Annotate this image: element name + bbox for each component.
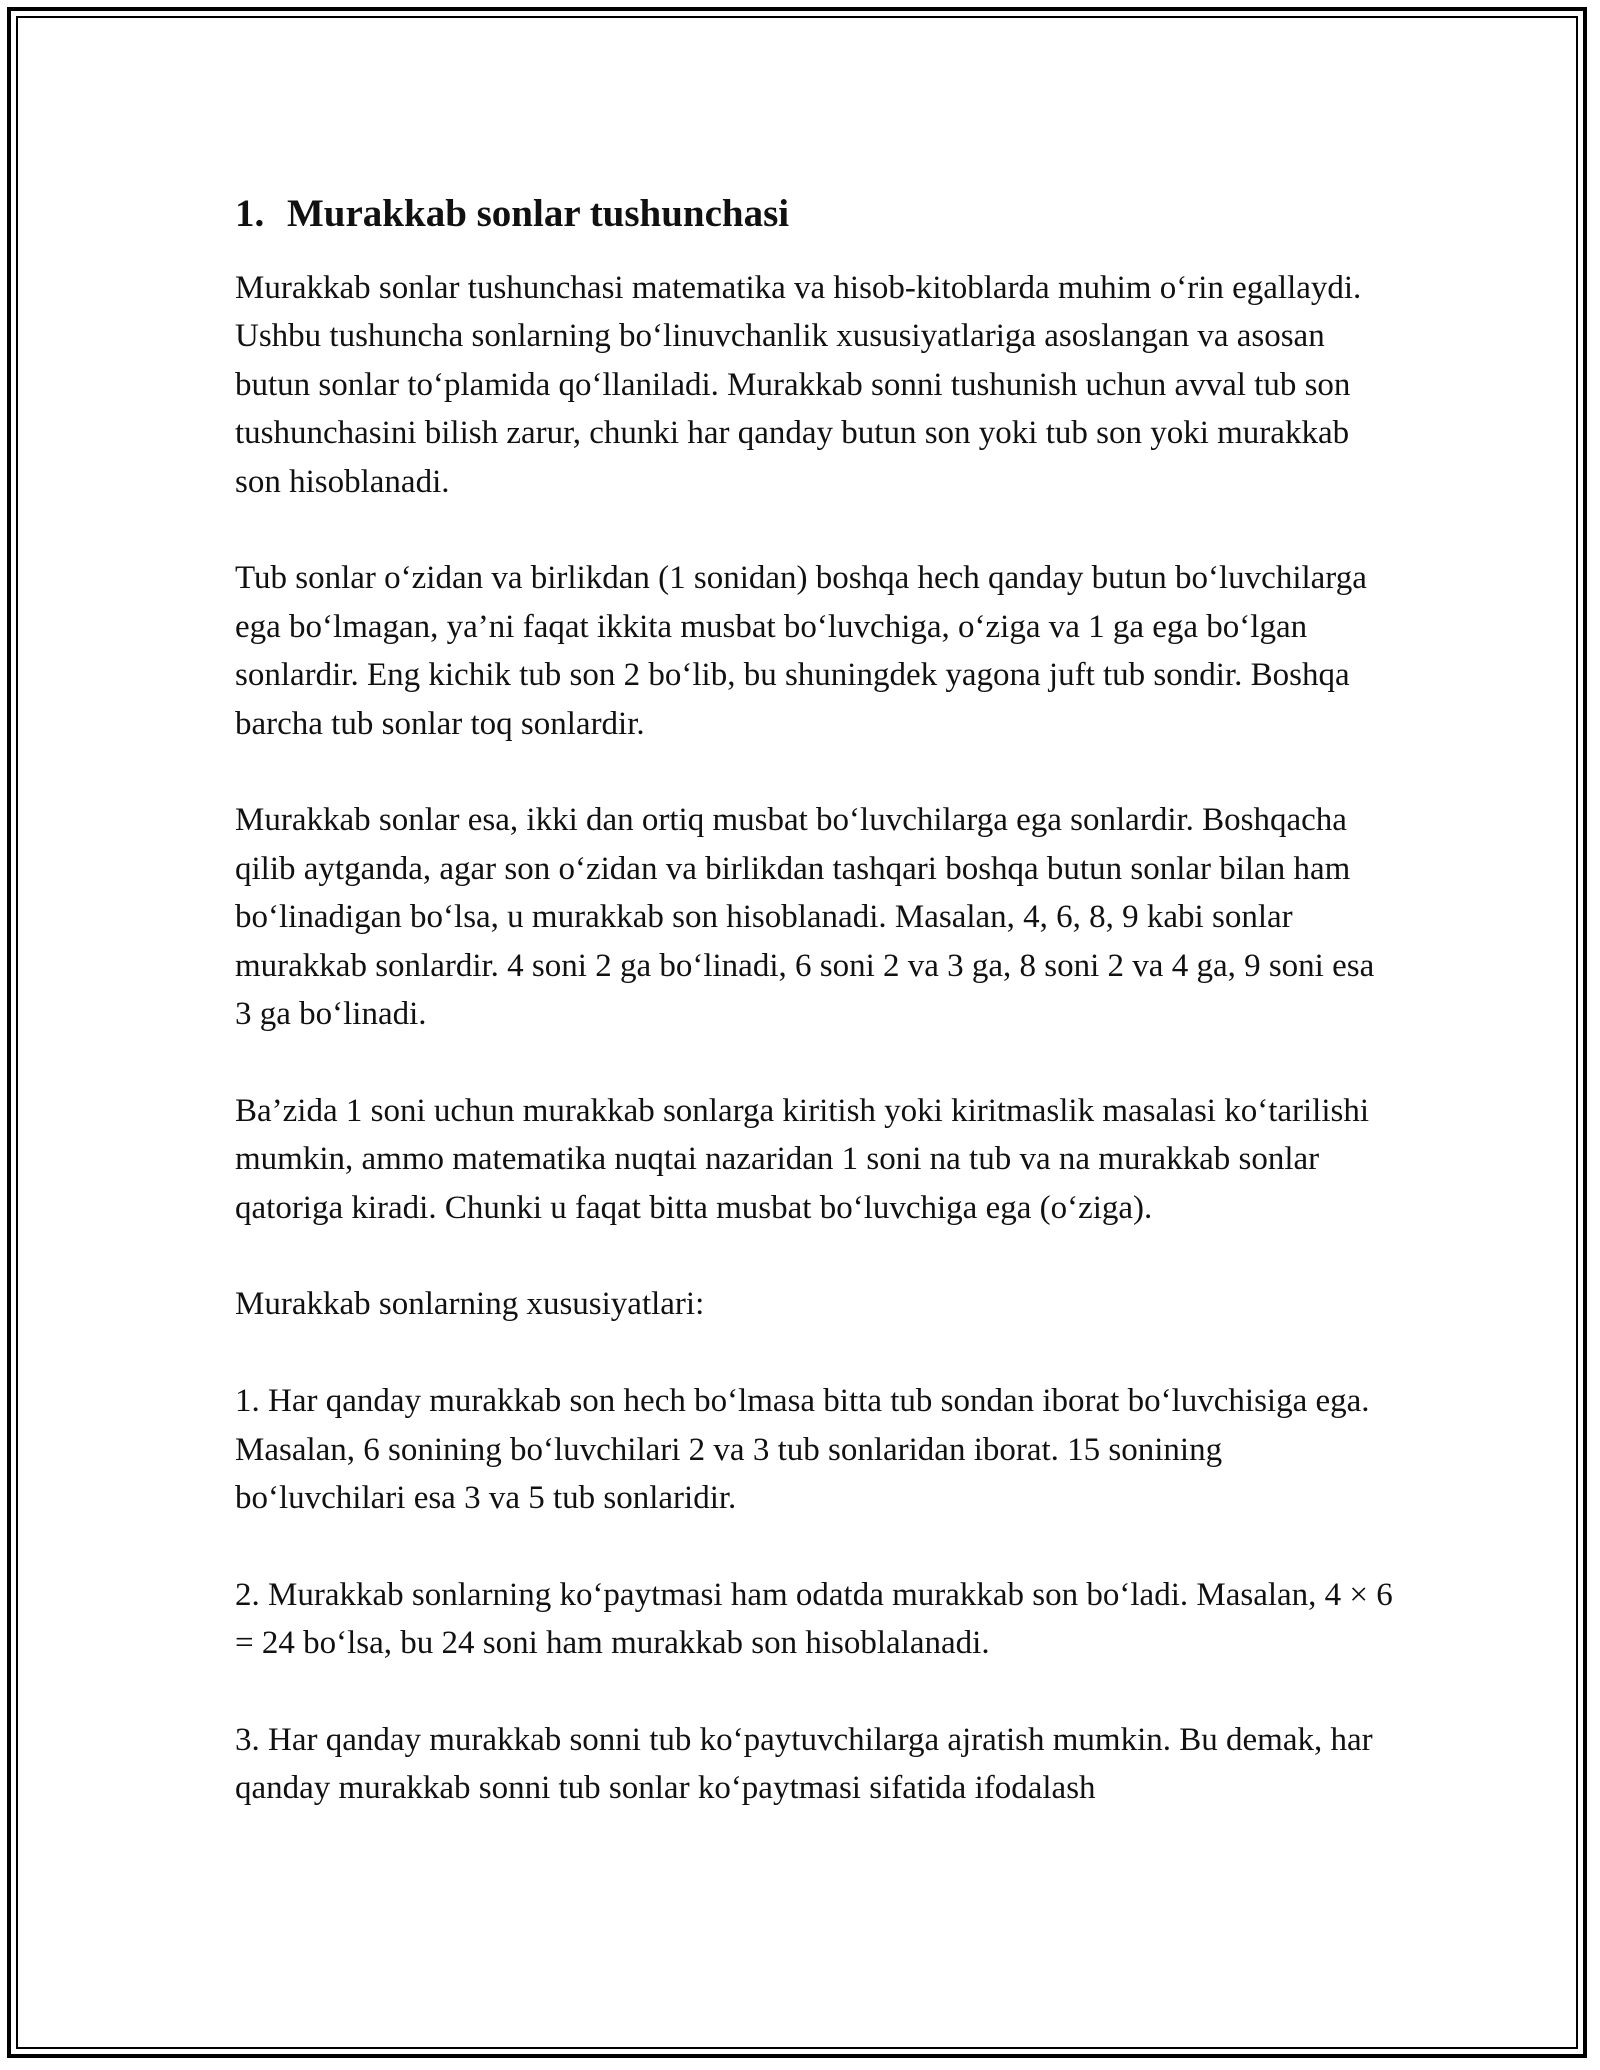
paragraph-properties-heading: Murakkab sonlarning xususiyatlari: (235, 1286, 705, 1323)
paragraph-intro: Murakkab sonlar tushunchasi matematika va hisob-kitoblarda muhim o‘rin egallaydi. Ushbu tushuncha sonlarning bo‘linuvchanlik xususiyatlariga asoslangan va asosan butun sonlar to‘plamida qo‘llaniladi. Murakkab sonni tushunish uchun avval tub son tushunchasini bilish zarur, chunki har qanday butun son yoki tub son yoki murakkab son hisoblanadi. (235, 270, 1362, 500)
section-title: Murakkab sonlar tushunchasi (287, 192, 790, 235)
paragraph-prime-numbers: Tub sonlar o‘zidan va birlikdan (1 sonidan) boshqa hech qanday butun bo‘luvchilarga ega bo‘lmagan, ya’ni faqat ikkita musbat bo‘luvchiga, o‘ziga va 1 ga ega bo‘lgan sonlardir. Eng kichik tub son 2 bo‘lib, bu shuningdek yagona juft tub sondir. Boshqa barcha tub sonlar toq sonlardir. (235, 560, 1367, 742)
paragraph-property-3: 3. Har qanday murakkab sonni tub ko‘paytuvchilarga ajratish mumkin. Bu demak, har qanday murakkab sonni tub sonlar ko‘paytmasi sifatida ifodalash (235, 1722, 1373, 1807)
paragraph-property-1: 1. Har qanday murakkab son hech bo‘lmasa bitta tub sondan iborat bo‘luvchisiga ega. Masalan, 6 sonining bo‘luvchilari 2 va 3 tub sonlaridan iborat. 15 sonining bo‘luvchilari esa 3 va 5 tub sonlaridir. (235, 1383, 1370, 1517)
section-number: 1. (235, 192, 265, 235)
section-heading (235, 186, 1395, 242)
paragraph-property-2: 2. Murakkab sonlarning ko‘paytmasi ham odatda murakkab son bo‘ladi. Masalan, 4 × 6 = 24 bo‘lsa, bu 24 soni ham murakkab son hisoblalanadi. (235, 1576, 1393, 1662)
paragraph-composite-numbers: Murakkab sonlar esa, ikki dan ortiq musbat bo‘luvchilarga ega sonlardir. Boshqacha qilib aytganda, agar son o‘zidan va birlikdan tashqari boshqa butun sonlar bilan ham bo‘linadigan bo‘lsa, u murakkab son hisoblanadi. Masalan, 4, 6, 8, 9 kabi sonlar murakkab sonlardir. 4 soni 2 ga bo‘linadi, 6 soni 2 va 3 ga, 8 soni 2 va 4 ga, 9 soni esa 3 ga bo‘linadi. (235, 802, 1375, 1033)
paragraph-number-one: Ba’zida 1 soni uchun murakkab sonlarga kiritish yoki kiritmaslik masalasi ko‘tarilishi mumkin, ammo matematika nuqtai nazaridan 1 soni na tub va na murakkab sonlar qatoriga kiradi. Chunki u faqat bitta musbat bo‘luvchiga ega (o‘ziga). (235, 1092, 1370, 1226)
document-body (235, 186, 1395, 1861)
